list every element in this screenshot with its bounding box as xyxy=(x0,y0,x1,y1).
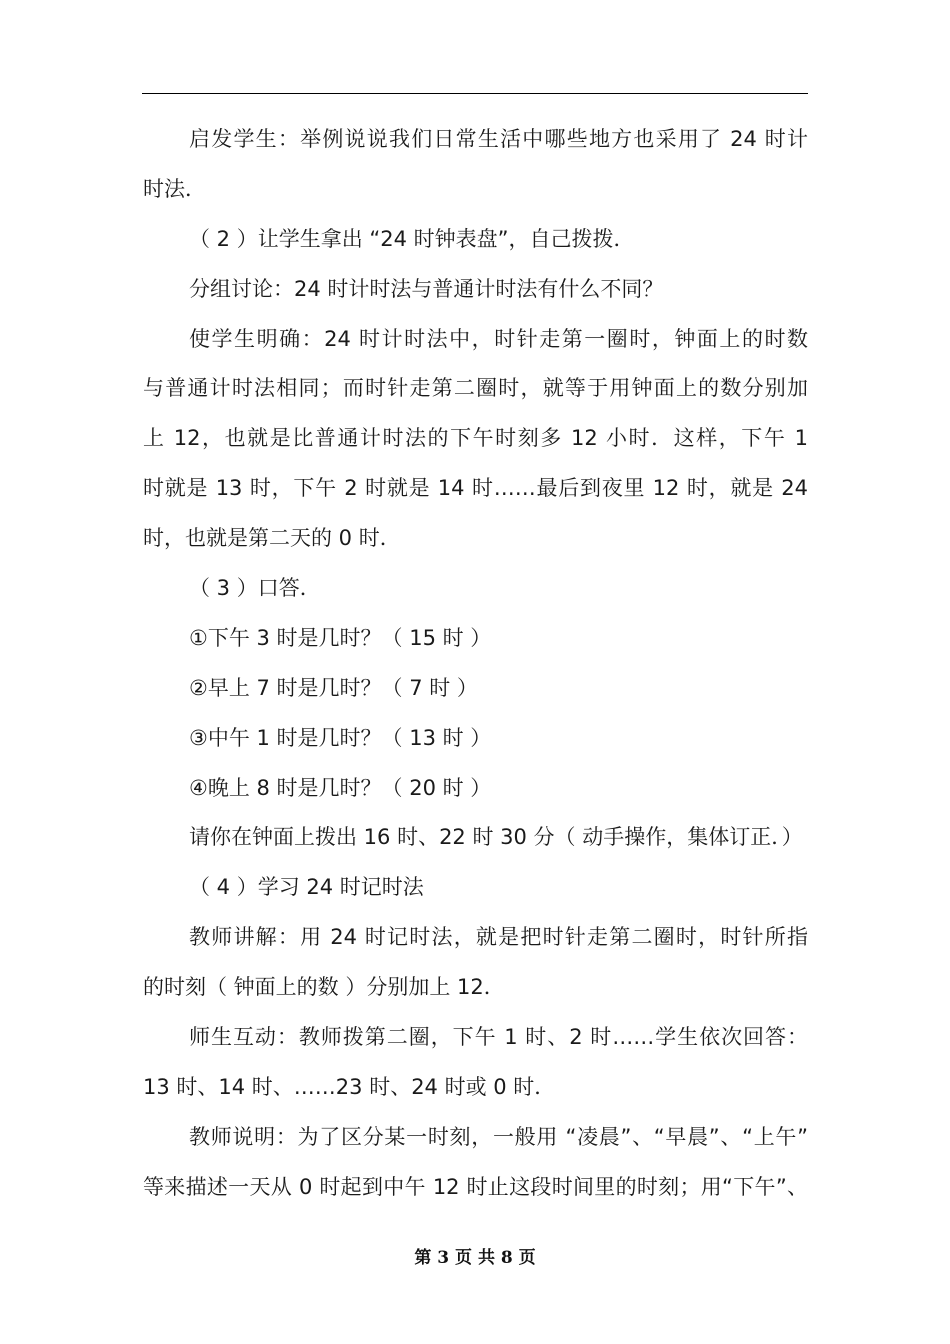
text-line: 等来描述一天从 0 时起到中午 12 时止这段时间里的时刻；用“下午”、 xyxy=(143,1174,808,1199)
text-line: 时，也就是第二天的 0 时． xyxy=(143,526,401,551)
text-line: ④晚上 8 时是几时？（ 20 时 ） xyxy=(189,775,492,800)
text-line: （ 4 ）学习 24 时记时法 xyxy=(189,875,424,900)
text-line: 分组讨论：24 时计时法与普通计时法有什么不同？ xyxy=(189,276,664,301)
text-line: 时就是 13 时，下午 2 时就是 14 时……最后到夜里 12 时，就是 24 xyxy=(143,476,808,501)
page-footer: 第 3 页 共 8 页 xyxy=(414,1248,536,1268)
text-line: 师生互动：教师拨第二圈，下午 1 时、2 时……学生依次回答： xyxy=(189,1025,808,1050)
text-line: （ 2 ）让学生拿出 “24 时钟表盘”，自己拨拨． xyxy=(189,226,635,251)
text-line: ①下午 3 时是几时？（ 15 时 ） xyxy=(189,625,492,650)
text-line: ③中午 1 时是几时？（ 13 时 ） xyxy=(189,725,492,750)
header-rule xyxy=(142,93,808,94)
text-line: 使学生明确：24 时计时法中，时针走第一圈时，钟面上的时数 xyxy=(189,326,808,351)
text-line: 13 时、14 时、……23 时、24 时或 0 时． xyxy=(143,1074,556,1099)
text-line: 教师讲解：用 24 时记时法，就是把时针走第二圈时，时针所指 xyxy=(189,925,808,950)
text-line: 请你在钟面上拨出 16 时、22 时 30 分（ 动手操作，集体订正．） xyxy=(189,825,803,850)
text-line: 的时刻（ 钟面上的数 ）分别加上 12． xyxy=(143,975,505,1000)
text-line: 启发学生：举例说说我们日常生活中哪些地方也采用了 24 时计 xyxy=(189,127,808,151)
text-line: 时法． xyxy=(143,176,206,201)
text-line: ②早上 7 时是几时？（ 7 时 ） xyxy=(189,675,478,700)
text-line: 与普通计时法相同；而时针走第二圈时，就等于用钟面上的数分别加 xyxy=(143,376,808,401)
text-line: 上 12，也就是比普通计时法的下午时刻多 12 小时．这样，下午 1 xyxy=(143,426,808,451)
document-body xyxy=(143,115,808,1213)
text-line: （ 3 ）口答． xyxy=(189,576,321,601)
text-line: 教师说明：为了区分某一时刻，一般用 “凌晨”、“早晨”、“上午” xyxy=(189,1124,808,1149)
